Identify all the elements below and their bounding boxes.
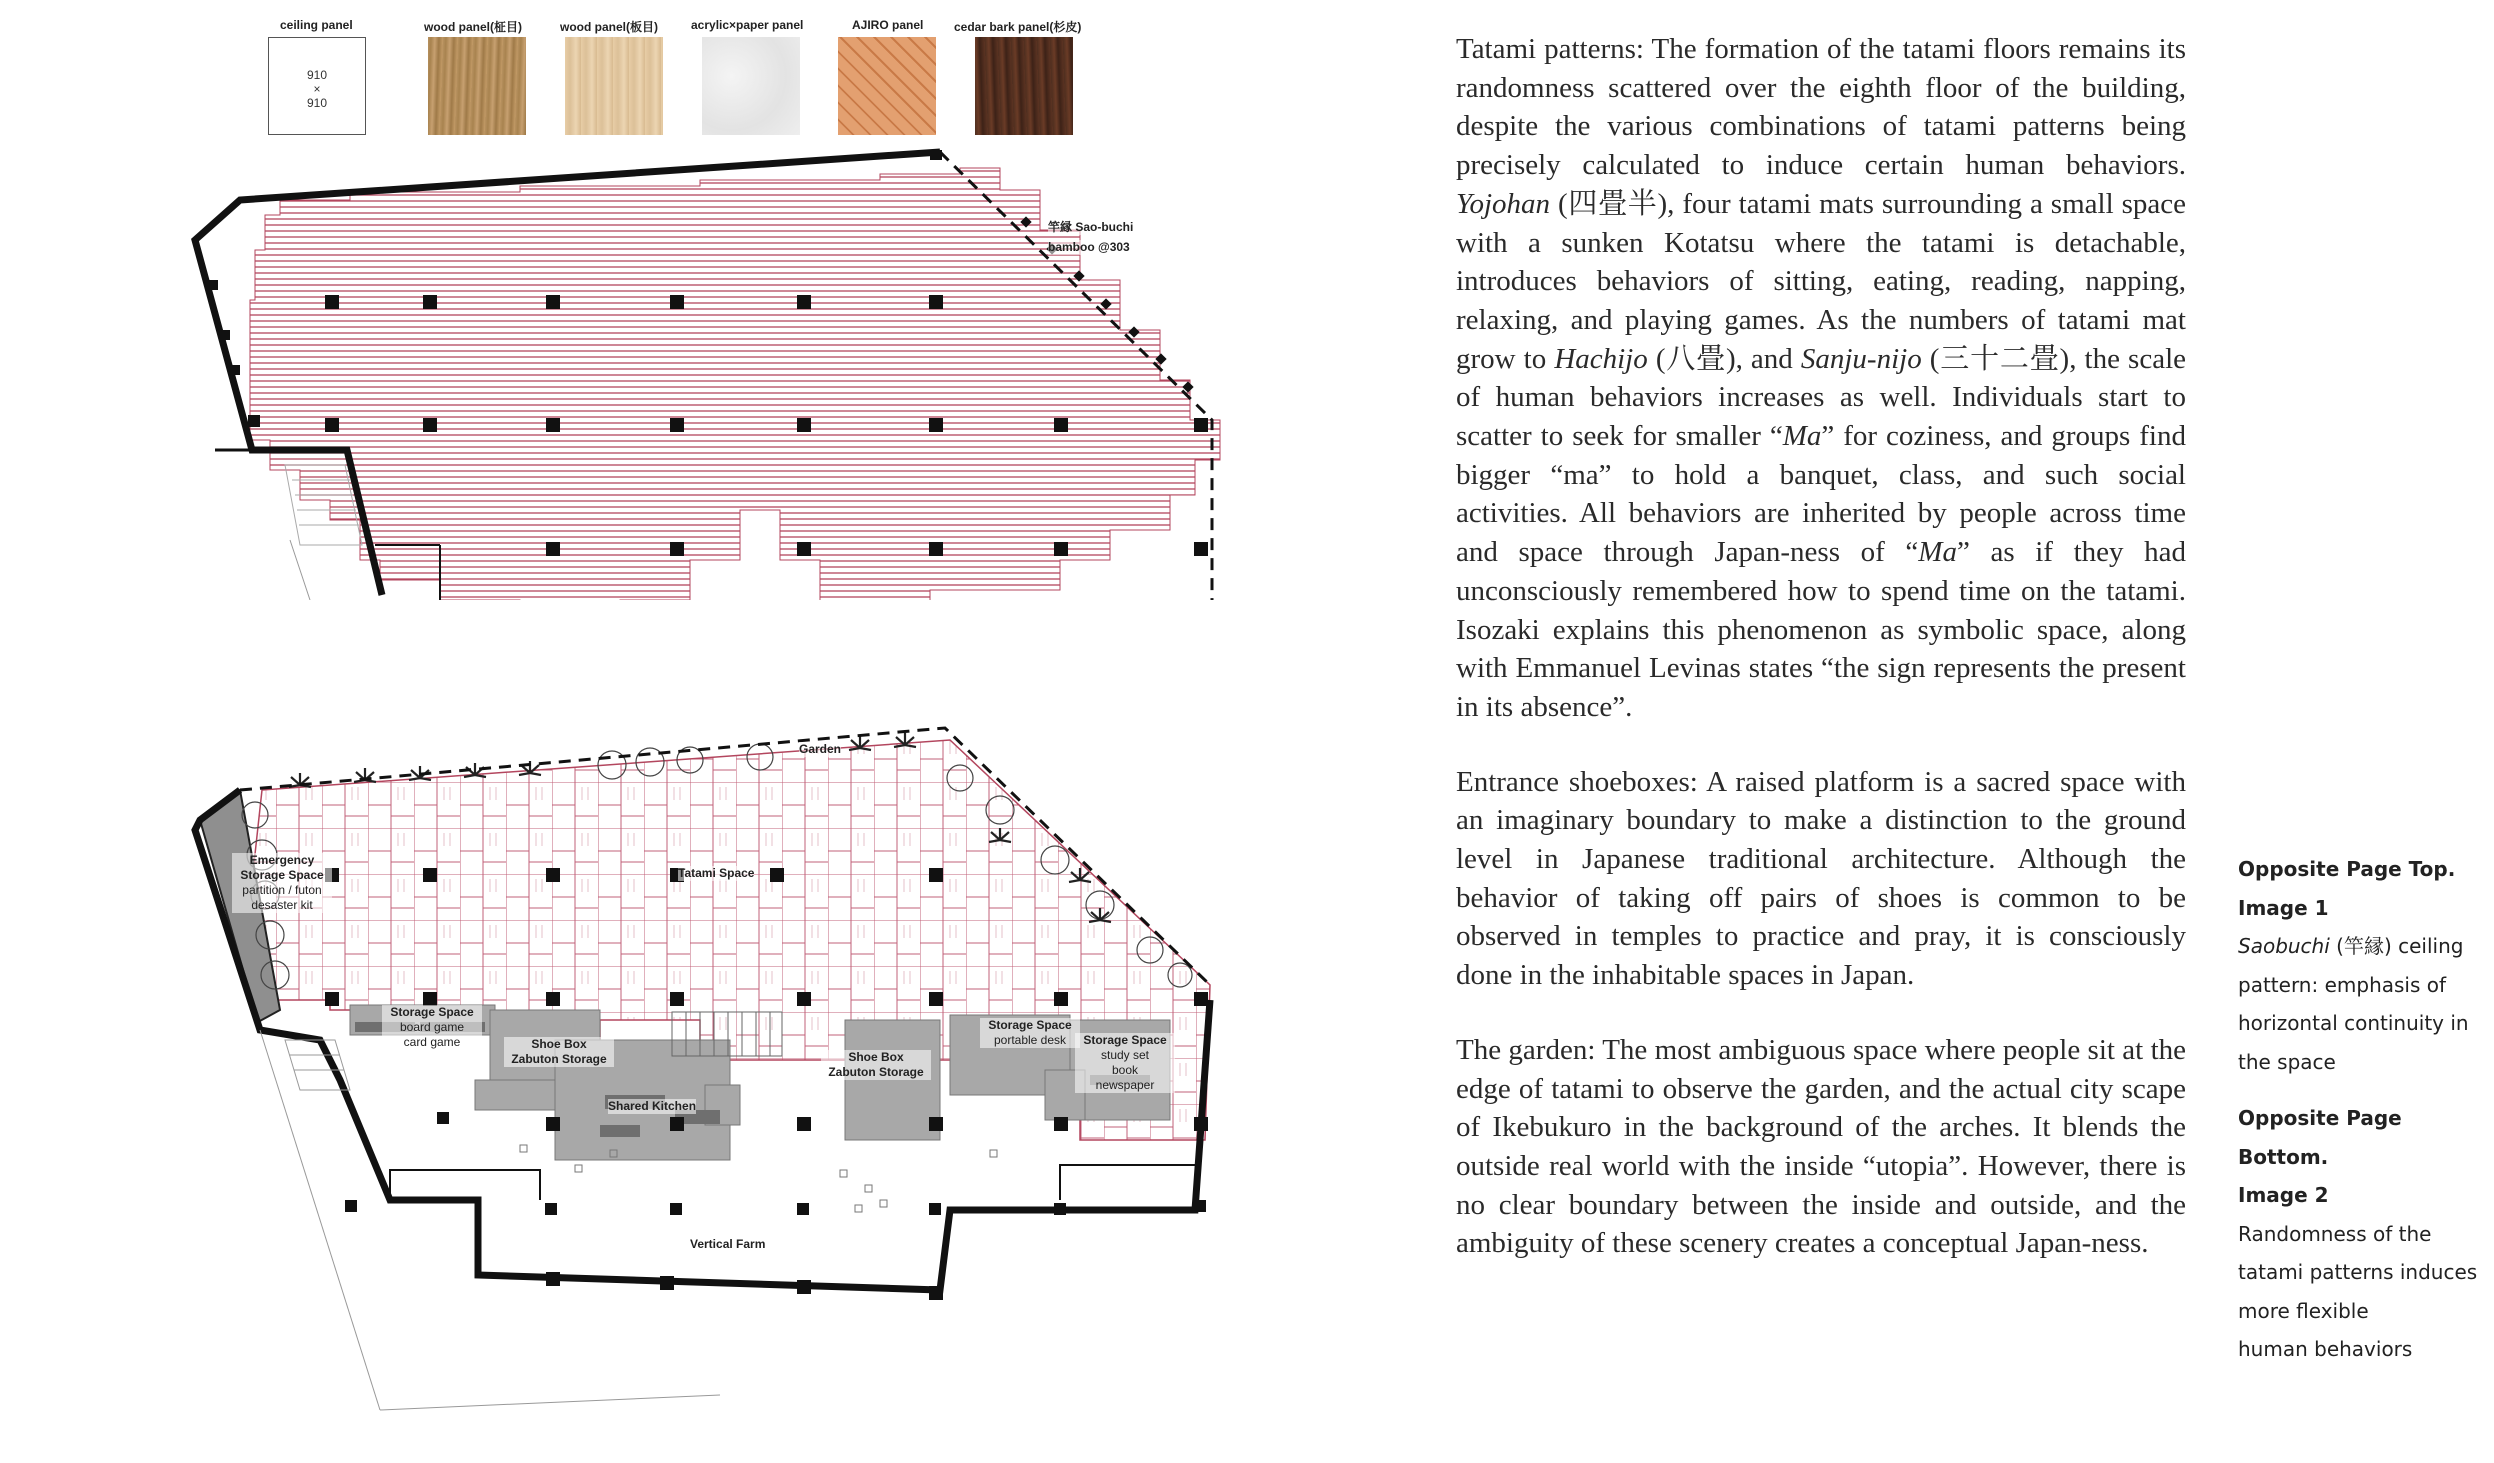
term-sanju-nijo: Sanju-nijo xyxy=(1800,342,1922,375)
p1-part-a: Tatami patterns: The formation of the tatami floors remains its randomness scattered over the eighth floor of the building, despite the various combinations of tatami patterns being precisely calculated to induce certain human behaviors. xyxy=(1456,33,2186,182)
tatami-space-label: Tatami Space xyxy=(678,866,755,880)
shoebox-right-line-1: Shoe Box xyxy=(848,1050,904,1064)
caption-bottom-line-1: Randomness of the xyxy=(2238,1221,2432,1246)
emergency-storage-line-1: Emergency xyxy=(249,853,315,867)
emergency-storage-line-4: desaster kit xyxy=(251,898,313,912)
storage-right-label xyxy=(1075,1033,1175,1093)
shared-kitchen-label: Shared Kitchen xyxy=(608,1099,697,1113)
caption-bottom-heading-1: Opposite Page Bottom. xyxy=(2238,1106,2402,1169)
caption-top-heading-1: Opposite Page Top. xyxy=(2238,857,2456,881)
shoebox-right-line-2: Zabuton Storage xyxy=(828,1065,924,1079)
emergency-storage-line-3: partition / futon xyxy=(242,883,322,897)
term-yojohan: Yojohan xyxy=(1456,187,1551,220)
acrylic-panel-label: acrylic×paper panel xyxy=(691,18,804,32)
sao-buchi-label: 竿縁 Sao-buchi xyxy=(1048,220,1134,234)
ajiro-panel-label: AJIRO panel xyxy=(852,18,924,32)
p1-part-b: (四畳半), four tatami mats surrounding a small space with a sunken Kotatsu where the tatami is detachable, introduces behaviors of sitting, eating, reading, napping, relaxing, and playing games. As the numbers of tatami mat grow to xyxy=(1456,187,2186,375)
emergency-storage-label xyxy=(232,853,332,913)
shoebox-left-label xyxy=(504,1037,614,1067)
storage-left-line-2: board game xyxy=(399,1020,465,1034)
ceiling-size-b: 910 xyxy=(306,96,328,110)
p1-part-f: ” as if they had unconsciously remembered how to spend time on the tatami. Isozaki explains this phenomenon as symbolic space, along with Emmanuel Levinas states “the sign represents the present in its absence”. xyxy=(1456,536,2186,723)
caption-top-line-4: the space xyxy=(2238,1049,2336,1074)
paragraph-entrance-shoeboxes: Entrance shoeboxes: A raised platform is a sacred space with an imaginary boundary to make a distinction to the ground level in Japanese traditional architecture. Although the behavior of taking off pairs of shoes is common to be observed in temples to practice and pray, it is consciously done in the inhabitable spaces in Japan. xyxy=(1456,765,2186,992)
emergency-storage-line-2: Storage Space xyxy=(240,868,324,882)
storage-left-line-3: card game xyxy=(403,1035,461,1049)
storage-right-line-3: book xyxy=(1111,1063,1139,1077)
caption-bottom-heading-2: Image 2 xyxy=(2238,1183,2329,1207)
caption-bottom-line-4: human behaviors xyxy=(2238,1337,2413,1361)
storage-left-label xyxy=(382,1005,482,1050)
term-hachijo: Hachijo xyxy=(1554,342,1648,375)
term-ma-2: Ma xyxy=(1918,536,1957,569)
caption-spacer xyxy=(2238,1081,2494,1099)
wood-panel-1-label: wood panel(柾目) xyxy=(424,20,522,34)
paragraph-garden: The garden: The most ambiguous space where people sit at the edge of tatami to observe the garden, and the actual city scape of Ikebukuro in the background of the arches. It blends the outside real world with the inside “utopia”. However, there is no clear boundary between the inside and outside, and the ambiguity of these scenery creates a conceptual Japan-ness. xyxy=(1456,1033,2186,1260)
caption-bottom-line-2: tatami patterns induces xyxy=(2238,1260,2478,1284)
vertical-farm-label: Vertical Farm xyxy=(690,1237,766,1251)
storage-mid-label xyxy=(980,1018,1080,1048)
shoebox-left-line-2: Zabuton Storage xyxy=(511,1052,607,1066)
storage-right-line-4: newspaper xyxy=(1095,1078,1155,1092)
caption-top-line-1 xyxy=(2238,927,2494,966)
p1-part-d: (三十二畳), the scale of human behaviors increases as well. Individuals start to scatter to seek for smaller “ xyxy=(1456,342,2186,453)
ceiling-panel-label: ceiling panel xyxy=(280,18,353,32)
storage-mid-line-2: portable desk xyxy=(993,1033,1067,1047)
storage-left-line-1: Storage Space xyxy=(390,1005,474,1019)
shoebox-left-line-1: Shoe Box xyxy=(531,1037,587,1051)
caption-top-line-1-rest: (竿縁) ceiling xyxy=(2329,934,2464,958)
term-ma-1: Ma xyxy=(1782,420,1822,453)
paragraph-tatami-patterns xyxy=(1456,30,2186,727)
caption-bottom-line-3: more flexible xyxy=(2238,1298,2369,1323)
storage-mid-line-1: Storage Space xyxy=(988,1018,1072,1032)
ceiling-size-x: × xyxy=(313,82,321,96)
storage-right-line-2: study set xyxy=(1100,1048,1150,1062)
sao-buchi-spacing-label: bamboo @303 xyxy=(1048,240,1130,254)
storage-right-line-1: Storage Space xyxy=(1083,1033,1167,1047)
caption-top-heading-2: Image 1 xyxy=(2238,895,2329,920)
shoebox-right-label xyxy=(821,1050,931,1080)
p1-part-c: (八畳), and xyxy=(1647,342,1801,375)
wood-panel-2-label: wood panel(板目) xyxy=(560,20,658,34)
caption-top-line-2: pattern: emphasis of xyxy=(2238,972,2447,997)
figure-captions xyxy=(2238,850,2494,1369)
caption-term-saobuchi: Saobuchi xyxy=(2238,934,2330,958)
caption-top-line-3: horizontal continuity in xyxy=(2238,1011,2469,1035)
ceiling-size-a: 910 xyxy=(306,68,328,82)
cedar-panel-label: cedar bark panel(杉皮) xyxy=(954,20,1082,34)
p1-part-e: ” for coziness, and groups find bigger “ma” to hold a banquet, class, and such social activities. All behaviors are inherited by people across time and space through Japan-ness of “ xyxy=(1456,420,2186,569)
body-text xyxy=(1456,30,2186,1299)
garden-label: Garden xyxy=(799,742,842,756)
